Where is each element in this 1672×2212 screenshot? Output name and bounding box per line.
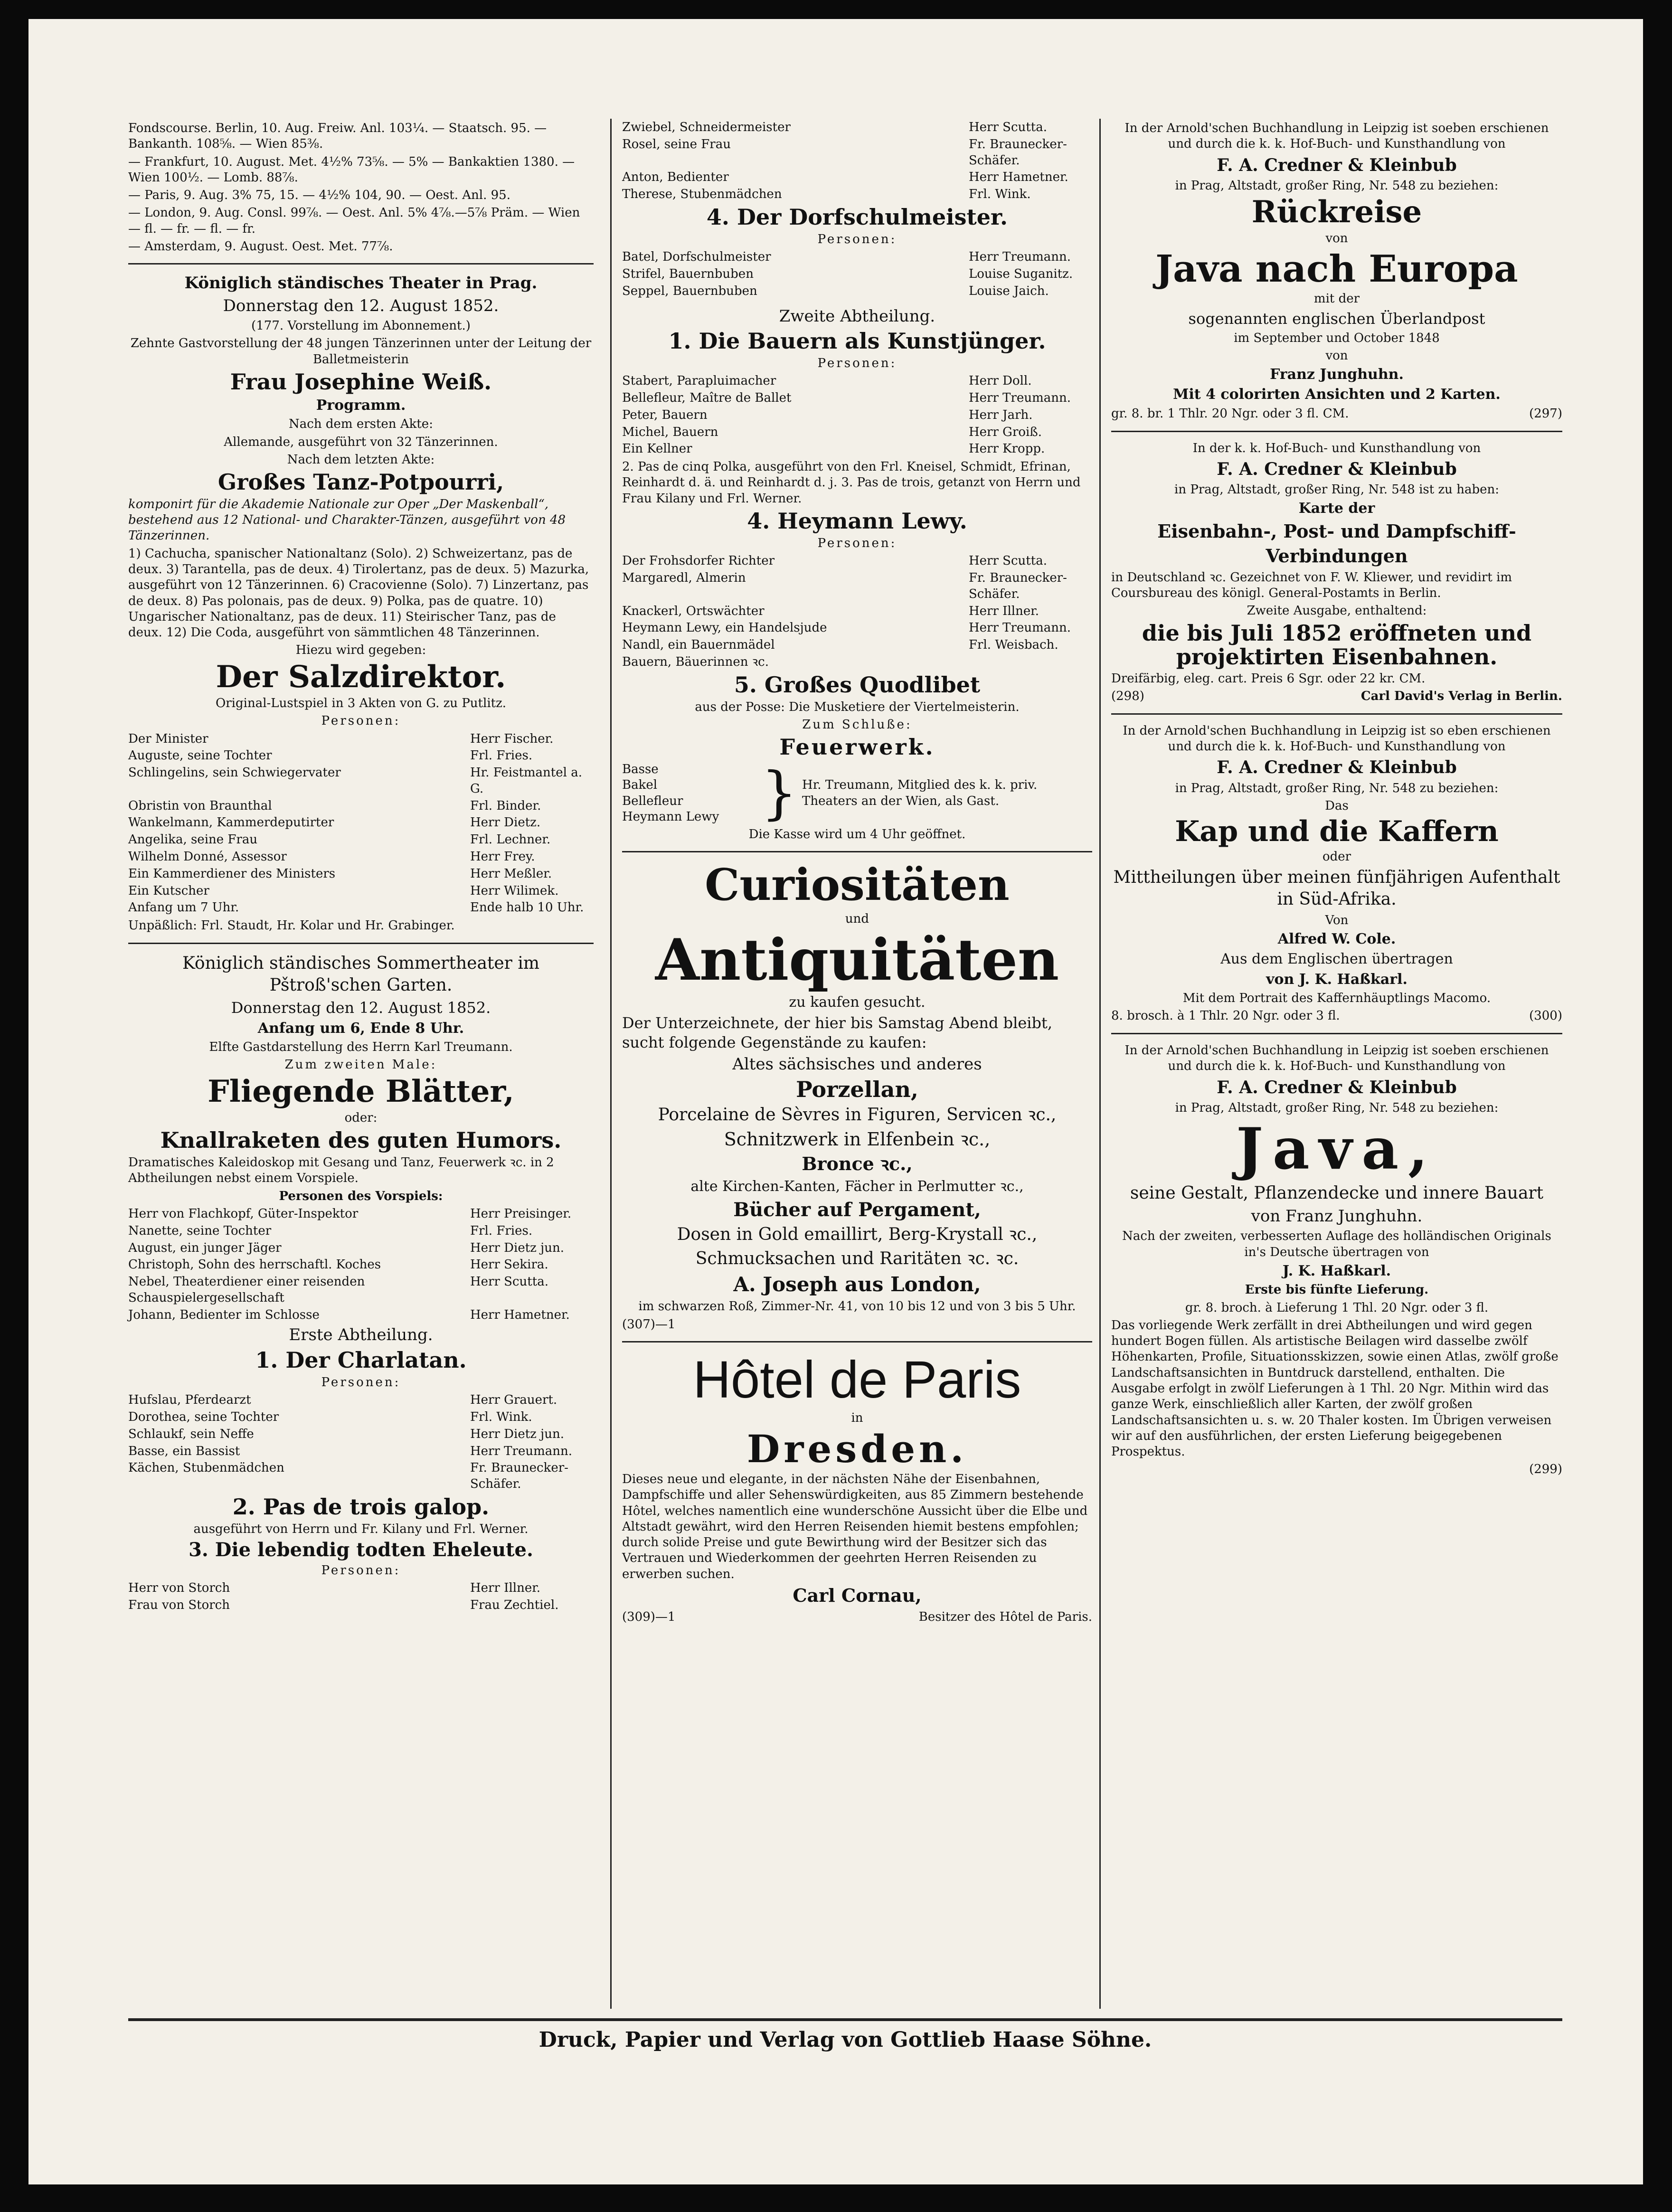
hotel-body: Dieses neue und elegante, in der nächsten Nähe der Eisenbahnen, Dampfschiffe und aller Sehenswürdigkeiten, aus 85 Zimmern bestehende Hôtel, welches namentlich eine wunderschöne Aussicht über die Elbe und Altstadt gewährt, wird den Herren Reisenden hiemit bestens empfohlen; durch solide Preise und gute Bewirthung wird der Besitzer sich das Vertrauen und Wiederkommen der geehrten Herren Reisenden zu erwerben suchen. (622, 1472, 1088, 1581)
in: in (851, 1410, 863, 1425)
personen-heading: Personen: (321, 1375, 401, 1390)
cast-row: Frau von Storch Frau Zechtiel. (128, 1598, 559, 1613)
owner-row: (309)—1 Besitzer des Hôtel de Paris. (622, 1609, 1092, 1624)
cast-row: Heymann Lewy, ein Handelsjude Herr Treumann. (622, 621, 1071, 635)
cast-row: Christoph, Sohn des herrschaftl. Koches Herr Sekira. (128, 1257, 548, 1272)
role-item: Bakel (622, 778, 658, 793)
piece-title: 3. Die lebendig todten Eheleute. (189, 1539, 533, 1561)
role-item: Bellefleur (622, 794, 683, 808)
cast-list (128, 1392, 594, 1493)
translation-note: Aus dem Englischen übertragen (1220, 951, 1453, 968)
role-list (622, 762, 761, 825)
cast-row: Schlaukf, sein Neffe Herr Dietz jun. (128, 1427, 564, 1441)
piece-title: 4. Der Dorfschulmeister. (706, 204, 1008, 230)
piece-title: 4. Heymann Lewy. (747, 508, 967, 534)
potpourri-desc: komponirt für die Akademie Nationale zur Oper „Der Maskenball“, bestehend aus 12 National- und Charakter-Tänzen, ausgeführt von 48 Tänzerinnen. (128, 497, 566, 543)
ad-item: alte Kirchen-Kanten, Fächer in Perlmutter ꝛc., (690, 1178, 1024, 1195)
cast-row: Der Minister Herr Fischer. (128, 731, 554, 746)
piece-title: 2. Pas de trois galop. (232, 1494, 490, 1520)
und: und (845, 911, 869, 926)
von: Von (1325, 913, 1349, 927)
ad-item: Porcelaine de Sèvres in Figuren, Servicen ꝛc., (658, 1105, 1057, 1125)
piece-desc: aus der Posse: Die Musketiere der Viertelmeisterin. (695, 700, 1020, 714)
vorspiel-heading: Personen des Vorspiels: (279, 1189, 443, 1203)
cast-row: Ein Kellner Herr Kropp. (622, 442, 1045, 456)
cast-row: Strifel, Bauernbuben Louise Suganitz. (622, 266, 1073, 281)
bookseller-address: in Prag, Altstadt, großer Ring, Nr. 548 zu beziehen: (1175, 178, 1499, 193)
unwell-note: Unpäßlich: Frl. Staudt, Hr. Kolar und Hr. Grabinger. (128, 918, 455, 933)
ad-item: Schnitzwerk in Elfenbein ꝛc., (724, 1128, 991, 1150)
owner-name: Carl Cornau, (793, 1584, 922, 1606)
ad-item: Schmucksachen und Raritäten ꝛc. ꝛc. (695, 1248, 1019, 1268)
ad-item: Porzellan, (796, 1076, 918, 1102)
book-ad-4 (1111, 1043, 1562, 1478)
theater-ad-2 (128, 953, 594, 1614)
cast-row: Peter, Bauern Herr Jarh. (622, 407, 1033, 422)
oder: oder: (344, 1110, 378, 1125)
theater-date: Donnerstag den 12. August 1852. (231, 998, 491, 1017)
first-note: Zum zweiten Male: (284, 1058, 437, 1072)
cast-row: Nanette, seine Tochter Frl. Fries. (128, 1223, 533, 1238)
lieferung: Erste bis fünfte Lieferung. (1245, 1283, 1429, 1297)
ad-title-2: Antiquitäten (655, 926, 1059, 993)
ad-title: Curiositäten (705, 859, 1010, 911)
column-rule-2 (1099, 119, 1101, 2009)
piece-desc: ausgeführt von Herrn und Fr. Kilany und Frl. Werner. (193, 1522, 529, 1536)
personen-heading: Personen: (817, 232, 897, 246)
ad-item: Dosen in Gold emaillirt, Berg-Krystall ꝛc., (677, 1225, 1038, 1245)
ad-intro: In der Arnold'schen Buchhandlung in Leipzig ist so eben erschienen und durch die k. k. Hof-Buch- und Kunsthandlung von (1123, 723, 1551, 754)
cast-list (128, 1206, 594, 1323)
bookseller-address: in Prag, Altstadt, großer Ring, Nr. 548 zu beziehen: (1175, 1100, 1499, 1115)
book-subtitle: Mittheilungen über meinen fünfjährigen Aufenthalt in Süd-Afrika. (1113, 868, 1560, 909)
oder: oder (1322, 850, 1351, 864)
cast-row: Der Frohsdorfer Richter Herr Scutta. (622, 554, 1047, 568)
ad-ref: (299) (1529, 1462, 1562, 1477)
ad-intro: In der k. k. Hof-Buch- und Kunsthandlung von (1192, 441, 1481, 455)
divider (1111, 431, 1562, 432)
cast-row: Auguste, seine Tochter Frl. Fries. (128, 748, 533, 763)
bookseller-name: F. A. Credner & Kleinbub (1217, 1077, 1457, 1097)
ad-item: Bücher auf Pergament, (733, 1199, 981, 1221)
months: im September und October 1848 (1234, 331, 1440, 345)
translator: J. K. Haßkarl. (1282, 1263, 1391, 1280)
dance-list: 1) Cachucha, spanischer Nationaltanz (Solo). 2) Schweizertanz, pas de deux. 3) Tarantella, pas de deux. 4) Tirolertanz, pas de deux. 5) Mazurka, ausgeführt von 12 Tänzerinnen. 6) Cracovienne (Solo). 7) Linzertanz, pas de deux. 8) Pas polonais, pas de deux. 9) Polka, pas de quatre. 10) Ungarischer Nationaltanz, pas de deux. 11) Steirischer Tanz, pas de deux. 12) Die Coda, ausgeführt von sämmtlichen 48 Tänzerinnen. (128, 546, 589, 640)
book-subtitle: seine Gestalt, Pflanzendecke und innere Bauart (1130, 1183, 1544, 1203)
book-title: Rückreise (1251, 194, 1422, 230)
personen-heading: Personen: (321, 1563, 401, 1578)
cast-row: Zwiebel, Schneidermeister Herr Scutta. (622, 120, 1047, 134)
play-desc: Original-Lustspiel in 3 Akten von G. zu Putlitz. (215, 696, 507, 710)
column-middle (622, 119, 1092, 1625)
cast-row: Nandl, ein Bauernmädel Frl. Weisbach. (622, 638, 1058, 652)
translator: von J. K. Haßkarl. (1266, 971, 1408, 988)
fonds-line: — Amsterdam, 9. August. Oest. Met. 77⅞. (128, 239, 393, 254)
ad-body: Der Unterzeichnete, der hier bis Samstag Abend bleibt, sucht folgende Gegenstände zu kaufen: (622, 1014, 1052, 1052)
column-rule-1 (610, 119, 612, 2009)
play-subtitle: Knallraketen des guten Humors. (160, 1127, 562, 1153)
kasse-note: Die Kasse wird um 4 Uhr geöffnet. (748, 827, 966, 842)
divider (128, 943, 594, 944)
cast-row: Michel, Bauern Herr Groiß. (622, 425, 1042, 439)
piece-title: 5. Großes Quodlibet (734, 671, 981, 698)
cast-list (622, 120, 1092, 203)
feuerwerk-title: Feuerwerk. (779, 734, 935, 760)
curio-ad (622, 861, 1092, 1333)
hotel-title: Hôtel de Paris (693, 1350, 1021, 1409)
cast-row: Wankelmann, Kammerdeputirter Herr Dietz. (128, 815, 541, 830)
book-ad-2 (1111, 441, 1562, 705)
book-detail: Mit 4 colorirten Ansichten und 2 Karten. (1173, 386, 1501, 403)
post-note: sogenannten englischen Überlandpost (1188, 309, 1485, 328)
price-row: gr. 8. br. 1 Thlr. 20 Ngr. oder 3 fl. CM. (297) (1111, 406, 1562, 421)
fonds-line: — London, 9. Aug. Consl. 99⅞. — Oest. Anl. 5% 4⅞.—5⅞ Präm. — Wien — fl. — fr. — fl. — fr. (128, 206, 580, 236)
potpourri-title: Großes Tanz-Potpourri, (217, 469, 504, 495)
theater-title: Königlich ständisches Theater in Prag. (184, 274, 538, 293)
cast-row: Ein Kammerdiener des Ministers Herr Meßler. (128, 866, 552, 881)
role-item: Basse (622, 762, 659, 777)
cast-list (128, 1580, 594, 1614)
hotel-ad (622, 1351, 1092, 1626)
mit-der: mit der (1313, 292, 1360, 306)
bookseller-address: in Prag, Altstadt, großer Ring, Nr. 548 ist zu haben: (1174, 482, 1499, 497)
divider (1111, 713, 1562, 715)
cast-row: Schlingelins, sein Schwiegervater Hr. Feistmantel a. G. (128, 766, 582, 796)
ad-ref: (307)—1 (622, 1317, 676, 1332)
cast-row: Obristin von Braunthal Frl. Binder. (128, 798, 541, 813)
role-brace (622, 762, 1092, 825)
guest-note: Elfte Gastdarstellung des Herrn Karl Treumann. (209, 1040, 513, 1055)
role-item: Heymann Lewy (622, 809, 719, 824)
cast-row: Rosel, seine Frau Fr. Braunecker-Schäfer. (622, 137, 1067, 168)
cast-row: Ein Kutscher Herr Wilimek. (128, 883, 559, 898)
advertiser-address: im schwarzen Roß, Zimmer-Nr. 41, von 10 bis 12 und von 3 bis 5 Uhr. (638, 1299, 1076, 1314)
price: Dreifärbig, eleg. cart. Preis 6 Sgr. oder 22 kr. CM. (1111, 671, 1426, 686)
given-note: Hiezu wird gegeben: (295, 643, 426, 658)
column-right (1111, 119, 1562, 1480)
cast-row: Margaredl, Almerin Fr. Braunecker-Schäfer. (622, 570, 1067, 601)
cast-row: Johann, Bedienter im Schlosse Herr Hametner. (128, 1307, 570, 1322)
author: von Franz Junghuhn. (1251, 1206, 1423, 1226)
play-title: Fliegende Blätter, (208, 1073, 514, 1109)
cast-list (622, 249, 1092, 299)
personen-heading: Personen: (817, 536, 897, 550)
performance-number: (177. Vorstellung im Abonnement.) (251, 319, 471, 333)
author: Franz Junghuhn. (1270, 366, 1404, 383)
act-note: Nach dem ersten Akte: (289, 417, 433, 432)
author: Alfred W. Cole. (1277, 930, 1396, 947)
cast-row: Angelika, seine Frau Frl. Lechner. (128, 832, 551, 847)
section-heading: Erste Abtheilung. (289, 1325, 433, 1345)
edition: Zweite Ausgabe, enthaltend: (1247, 604, 1427, 618)
fonds-courses (128, 121, 594, 255)
brace-glyph: } (761, 760, 798, 826)
book-title-2: Java nach Europa (1155, 247, 1518, 291)
divider (622, 851, 1092, 852)
piece-title: 1. Die Bauern als Kunstjünger. (668, 328, 1046, 354)
bookseller-address: in Prag, Altstadt, großer Ring, Nr. 548 zu beziehen: (1175, 781, 1499, 795)
map-desc: in Deutschland ꝛc. Gezeichnet von F. W. Kliewer, und revidirt im Coursbureau des königl. General-Postamts in Berlin. (1111, 570, 1512, 601)
cast-row: Nebel, Theaterdiener einer reisenden Schauspielergesellschaft Herr Scutta. (128, 1275, 548, 1305)
book-title: Java, (1236, 1115, 1437, 1182)
ad-sub: zu kaufen gesucht. (789, 993, 926, 1011)
piece-title: 1. Der Charlatan. (255, 1347, 467, 1373)
ad-intro: In der Arnold'schen Buchhandlung in Leipzig ist soeben erschienen und durch die k. k. Hof-Buch- und Kunsthandlung von (1124, 1043, 1549, 1074)
play-desc: Dramatisches Kaleidoskop mit Gesang und Tanz, Feuerwerk ꝛc. in 2 Abtheilungen nebst einem Vorspiele. (128, 1155, 554, 1186)
portrait-note: Mit dem Portrait des Kaffernhäuptlings Macomo. (1182, 991, 1491, 1005)
cast-row: Bellefleur, Maître de Ballet Herr Treumann. (622, 391, 1071, 405)
city-title: Dresden. (746, 1427, 968, 1472)
role-actor: Hr. Treumann, Mitglied des k. k. priv. Theaters an der Wien, als Gast. (802, 778, 1038, 808)
price-row: 8. brosch. à 1 Thlr. 20 Ngr. oder 3 fl. (300) (1111, 1009, 1562, 1023)
das: Das (1325, 798, 1349, 813)
programm-heading: Programm. (316, 397, 406, 414)
book-ad-3 (1111, 723, 1562, 1024)
cast-row: Basse, ein Bassist Herr Treumann. (128, 1444, 572, 1458)
time-row: Anfang um 7 Uhr. Ende halb 10 Uhr. (128, 900, 584, 915)
personen-heading: Personen: (817, 356, 897, 370)
translation-note: Nach der zweiten, verbesserten Auflage des holländischen Originals in's Deutsche übertragen von (1122, 1229, 1551, 1259)
pas-desc: 2. Pas de cinq Polka, ausgeführt von den Frl. Kneisel, Schmidt, Efrinan, Reinhardt d. ä. und Reinhardt d. j. 3. Pas de trois, getanzt von Herrn und Frau Kilany und Frl. Werner. (622, 460, 1081, 506)
cast-row: Seppel, Bauernbuben Louise Jaich. (622, 284, 1049, 298)
cast-row: Therese, Stubenmädchen Frl. Wink. (622, 187, 1031, 202)
divider (1111, 1033, 1562, 1034)
map-subtitle: die bis Juli 1852 eröffneten und projektirten Eisenbahnen. (1142, 620, 1532, 670)
price: gr. 8. broch. à Lieferung 1 Thl. 20 Ngr. oder 3 fl. (1185, 1300, 1489, 1315)
imprint-footer: Druck, Papier und Verlag von Gottlieb Haase Söhne. (128, 2018, 1562, 2052)
von: von (1325, 348, 1348, 363)
cast-row: Batel, Dorfschulmeister Herr Treumann. (622, 250, 1071, 265)
map-title: Verbindungen (1266, 545, 1408, 567)
cast-row: Kächen, Stubenmädchen Fr. Braunecker-Schäfer. (128, 1461, 568, 1492)
cast-row: Hufslau, Pferdearzt Herr Grauert. (128, 1393, 557, 1408)
ad-item: Altes sächsisches und anderes (732, 1055, 982, 1074)
theater-title: Königlich ständisches Sommertheater im Pštroß'schen Garten. (182, 953, 539, 995)
theater-time: Anfang um 6, Ende 8 Uhr. (257, 1020, 464, 1037)
cast-row: Herr von Flachkopf, Güter-Inspektor Herr Preisinger. (128, 1206, 572, 1221)
theater-ad-1 (128, 273, 594, 934)
fonds-line: — Paris, 9. Aug. 3% 75, 15. — 4½% 104, 90. — Oest. Anl. 95. (128, 188, 510, 203)
cast-row: August, ein junger Jäger Herr Dietz jun. (128, 1240, 564, 1255)
act-note: Allemande, ausgeführt von 32 Tänzerinnen. (224, 435, 498, 449)
cast-row: Stabert, Parapluimacher Herr Doll. (622, 374, 1032, 388)
cast-row: Herr von Storch Herr Illner. (128, 1581, 541, 1596)
publisher-row: (298) Carl David's Verlag in Berlin. (1111, 689, 1562, 704)
book-title: Kap und die Kaffern (1175, 815, 1499, 849)
ad-item: Bronce ꝛc., (802, 1153, 913, 1175)
theater-date: Donnerstag den 12. August 1852. (223, 296, 499, 315)
divider (622, 1341, 1092, 1342)
cast-row: Bauern, Bäuerinnen ꝛc. (622, 654, 769, 669)
cast-row: Knackerl, Ortswächter Herr Illner. (622, 604, 1039, 618)
cast-list (622, 373, 1092, 457)
star-name: Frau Josephine Weiß. (230, 369, 492, 395)
fonds-line: Fondscourse. Berlin, 10. Aug. Freiw. Anl. 103¼. — Staatsch. 95. — Bankanth. 108⅝. — Wien 85⅜. (128, 121, 547, 151)
bookseller-name: F. A. Credner & Kleinbub (1217, 155, 1457, 175)
schluss-note: Zum Schluße: (802, 717, 912, 732)
book-body: Das vorliegende Werk zerfällt in drei Abtheilungen und wird gegen hundert Bogen füllen. Als artistische Beilagen wird dasselbe zwölf Höhenkarten, Profile, Situationsskizzen, sowie einen Atlas, zwölf große Landschaftsansichten in Buntdruck darstellend, enthalten. Die Ausgabe erfolgt in zwölf Lieferungen à 1 Thl. 20 Ngr. Mithin wird das ganze Werk, einschließlich aller Karten, der zwölf großen Landschaftsansichten u. s. w. 20 Thaler kosten. Im Übrigen verweisen wir auf den ausführlichen, der ersten Lieferung beigegebenen Prospektus. (1111, 1318, 1559, 1459)
cast-list (622, 553, 1092, 671)
act-note: Nach dem letzten Akte: (287, 452, 435, 467)
advertiser-name: A. Joseph aus London, (733, 1272, 981, 1296)
bookseller-name: F. A. Credner & Kleinbub (1217, 757, 1457, 778)
divider (128, 263, 594, 265)
book-ad-1 (1111, 121, 1562, 422)
column-left (128, 119, 594, 1615)
cast-row: Wilhelm Donné, Assessor Herr Frey. (128, 850, 535, 864)
map-title: Karte der (1298, 500, 1375, 517)
intro-text: Zehnte Gastvorstellung der 48 jungen Tänzerinnen unter der Leitung der Balletmeisterin (130, 336, 592, 367)
map-title: Eisenbahn-, Post- und Dampfschiff- (1157, 520, 1516, 542)
von: von (1325, 231, 1348, 246)
cast-row: Dorothea, seine Tochter Frl. Wink. (128, 1409, 532, 1424)
fonds-line: — Frankfurt, 10. August. Met. 4½% 73⅝. — 5% — Bankaktien 1380. — Wien 100½. — Lomb. 88⅞. (128, 154, 575, 185)
cast-list (128, 731, 594, 917)
section-heading: Zweite Abtheilung. (779, 306, 935, 326)
cast-row: Anton, Bedienter Herr Hametner. (622, 170, 1068, 185)
play-title: Der Salzdirektor. (216, 659, 506, 695)
bookseller-name: F. A. Credner & Kleinbub (1217, 459, 1457, 479)
personen-heading: Personen: (321, 714, 401, 728)
ad-intro: In der Arnold'schen Buchhandlung in Leipzig ist soeben erschienen und durch die k. k. Hof-Buch- und Kunsthandlung von (1124, 121, 1549, 151)
